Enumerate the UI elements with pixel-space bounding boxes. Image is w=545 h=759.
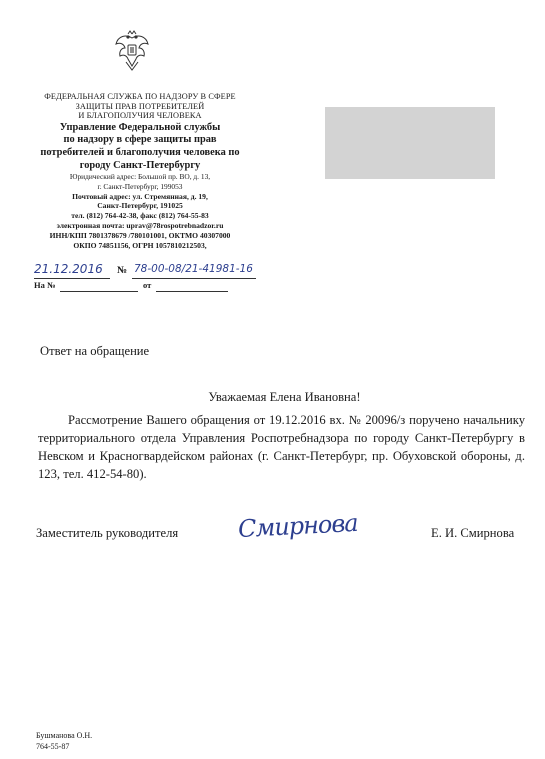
department-line-1: Управление Федеральной службы: [59, 121, 221, 133]
postal-address-line-1: Почтовый адрес: ул. Стремянная, д. 19,: [72, 191, 208, 201]
inn-kpp: ИНН/КПП 7801378679 /780101001, ОКТМО 40307000: [49, 231, 231, 241]
handwritten-signature: Смирнова: [237, 508, 359, 544]
salutation: Уважаемая Елена Ивановна!: [208, 390, 361, 404]
redacted-addressee: [325, 107, 495, 179]
signatory-position: Заместитель руководителя: [36, 526, 179, 540]
reference-date: 21.12.2016: [34, 262, 103, 276]
executor-phone: 764-55-87: [36, 742, 70, 751]
signatory-name: Е. И. Смирнова: [431, 526, 515, 540]
reference-number: 78-00-08/21-41981-16: [134, 263, 253, 275]
body-paragraph: Рассмотрение Вашего обращения от 19.12.2016 вх. № 20096/з поручено начальнику территориального отдела Управления Роспотребнадзора по городу Санкт-Петербургу в Невском и Красногвардейском районах (г. Санкт-Петербург, пр. Обуховской обороны, д. 123, тел. 412-54-80).: [38, 413, 525, 481]
department-line-4: городу Санкт-Петербургу: [79, 159, 201, 171]
ot-label: от: [143, 280, 152, 290]
executor-name: Бушманова О.Н.: [36, 731, 93, 740]
legal-address-line-2: г. Санкт-Петербург, 199053: [97, 181, 183, 191]
phone-fax: тел. (812) 764-42-38, факс (812) 764-55-83: [71, 211, 209, 221]
coat-of-arms-icon: [112, 28, 152, 72]
agency-line-3: И БЛАГОПОЛУЧИЯ ЧЕЛОВЕКА: [78, 111, 202, 121]
number-underline: [132, 278, 256, 279]
date-underline: [34, 278, 110, 279]
department-line-2: по надзору в сфере защиты прав: [63, 134, 217, 146]
na-underline: [60, 291, 138, 292]
email: электронная почта: uprav@78rospotrebnadzor.ru: [56, 221, 224, 231]
department-line-3: потребителей и благополучия человека по: [40, 146, 240, 158]
postal-address-line-2: Санкт-Петербург, 191025: [97, 201, 183, 211]
okpo-ogrn: ОКПО 74851156, ОГРН 1057810212503,: [73, 240, 207, 250]
number-sign: №: [117, 265, 128, 276]
na-label: На №: [34, 280, 56, 290]
legal-address-line-1: Юридический адрес: Большой пр. ВО, д. 13,: [69, 172, 211, 182]
subject: Ответ на обращение: [40, 344, 150, 358]
ot-underline: [156, 291, 228, 292]
agency-line-2: ЗАЩИТЫ ПРАВ ПОТРЕБИТЕЛЕЙ: [75, 101, 205, 111]
agency-line-1: ФЕДЕРАЛЬНАЯ СЛУЖБА ПО НАДЗОРУ В СФЕРЕ: [44, 92, 236, 101]
letterhead: [22, 92, 258, 251]
